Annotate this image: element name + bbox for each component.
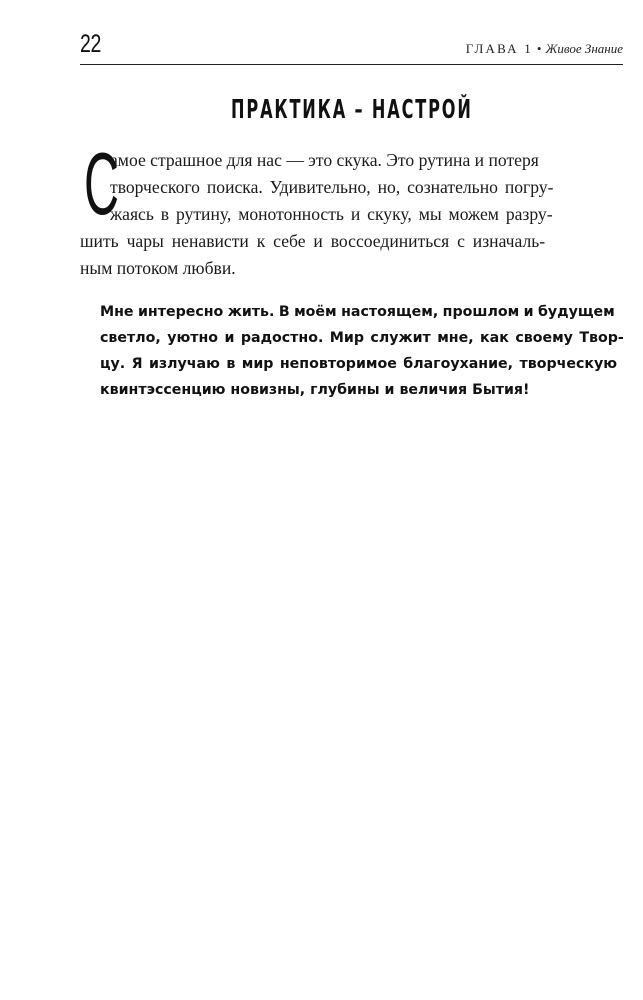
section-title-text: ПРАКТИКА – НАСТРОЙ <box>230 95 473 125</box>
header-separator: • <box>536 41 542 56</box>
drop-cap: С <box>84 134 119 233</box>
book-title: Живое Знание <box>545 41 623 56</box>
running-head <box>466 41 623 57</box>
paragraph-line: амое страшное для нас — это скука. Это рутина и потеря <box>110 150 539 170</box>
affirmation-line: цу. Я излучаю в мир неповторимое благоухание, творческую <box>100 356 618 372</box>
header-rule <box>80 64 623 65</box>
paragraph-line: творческого поиска. Удивительно, но, сознательно погру- <box>110 177 554 197</box>
page-number: 22 <box>80 30 101 58</box>
paragraph-line: шить чары ненависти к себе и воссоединиться с изначаль- <box>80 231 546 251</box>
paragraph-line: ным потоком любви. <box>80 258 236 278</box>
chapter-label: ГЛАВА 1 <box>465 41 533 56</box>
affirmation-line: светло, уютно и радостно. Мир служит мне, как своему Твор- <box>100 330 624 346</box>
paragraph-line: жаясь в рутину, монотонность и скуку, мы можем разру- <box>110 204 553 224</box>
affirmation-line: квинтэссенцию новизны, глубины и величия Бытия! <box>100 382 530 398</box>
section-title <box>80 95 623 125</box>
affirmation-line: Мне интересно жить. В моём настоящем, прошлом и будущем <box>100 304 615 320</box>
